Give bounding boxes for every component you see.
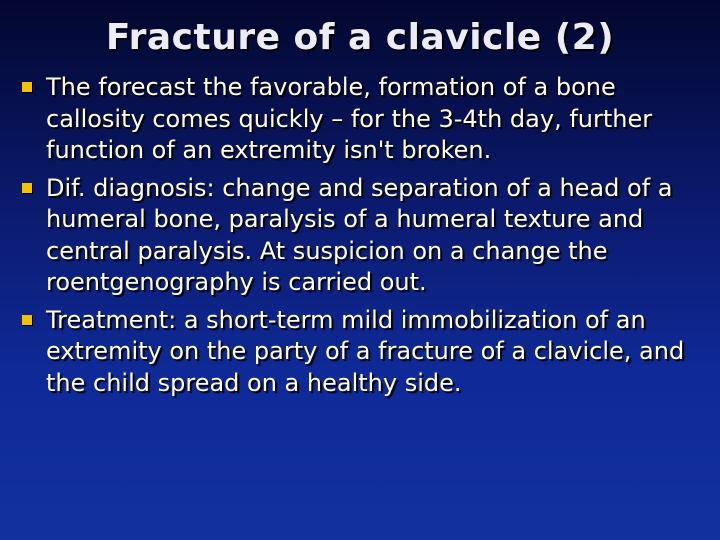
square-bullet-icon bbox=[22, 183, 32, 193]
slide-title: Fracture of a clavicle (2) bbox=[105, 17, 615, 58]
bullet-item-treatment bbox=[20, 305, 710, 400]
bullet-text: Dif. diagnosis: change and separation of a head of a humeral bone, paralysis of a humeral texture and central paralysis. At suspicion on a change the roentgenography is carried out. bbox=[46, 173, 673, 296]
bullet-text: The forecast the favorable, formation of a bone callosity comes quickly – for the 3-4th day, further function of an extremity isn't broken. bbox=[46, 73, 653, 164]
bullet-item-diagnosis bbox=[20, 173, 710, 299]
bullet-text: Treatment: a short-term mild immobilization of an extremity on the party of a fracture of a clavicle, and the child spread on a healthy side. bbox=[46, 305, 685, 397]
bullet-item-prognosis bbox=[20, 72, 710, 167]
square-bullet-icon bbox=[22, 82, 32, 92]
square-bullet-icon bbox=[22, 315, 32, 325]
bullet-list bbox=[20, 72, 710, 405]
